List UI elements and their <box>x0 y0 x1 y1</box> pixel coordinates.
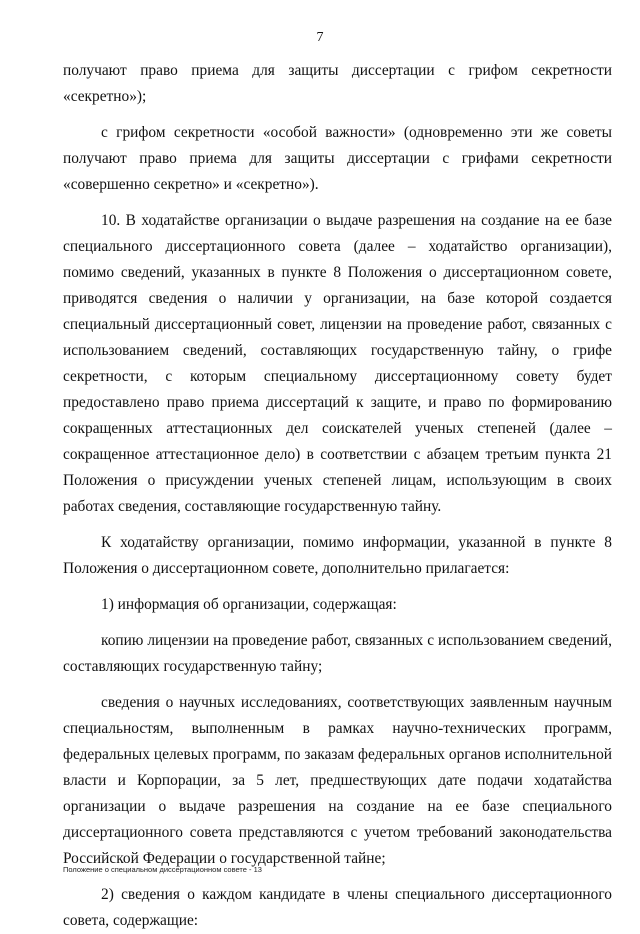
paragraph-3: 10. В ходатайстве организации о выдаче разрешения на создание на ее базе специального диссертационного совета (далее – ходатайство организации), помимо сведений, указанных в пункте 8 Положения о диссертационном совете, приводятся сведения о наличии у организации, на базе которой создается специальный диссертационный совет, лицензии на проведение работ, связанных с использованием сведений, составляющих государственную тайну, о грифе секретности, с которым специальному диссертационному совету будет предоставлено право приема диссертаций к защите, и право по формированию сокращенных аттестационных дел соискателей ученых степеней (далее – сокращенное аттестационное дело) в соответствии с абзацем третьим пункта 21 Положения о присуждении ученых степеней лицам, использующим в своих работах сведения, составляющие государственную тайну. <box>63 212 612 515</box>
paragraph-4: К ходатайству организации, помимо информации, указанной в пункте 8 Положения о диссертационном совете, дополнительно прилагается: <box>63 534 612 577</box>
paragraph-6: копию лицензии на проведение работ, связанных с использованием сведений, составляющих государственную тайну; <box>63 632 612 675</box>
paragraph-5: 1) информация об организации, содержащая: <box>101 596 397 613</box>
paragraph-1: получают право приема для защиты диссертации с грифом секретности «секретно»); <box>63 62 612 105</box>
paragraph-8: 2) сведения о каждом кандидате в члены специального диссертационного совета, содержащие: <box>63 886 612 929</box>
paragraph-7: сведения о научных исследованиях, соответствующих заявленным научным специальностям, выполненным в рамках научно-технических программ, федеральных целевых программ, по заказам федеральных органов исполнительной власти и Корпорации, за 5 лет, предшествующих дате подачи ходатайства организации о выдаче разрешения на создание на ее базе специального диссертационного совета представляются с учетом требований законодательства Российской Федерации о государственной тайне; <box>63 694 612 867</box>
paragraph-2: с грифом секретности «особой важности» (одновременно эти же советы получают право приема для защиты диссертации с грифами секретности «совершенно секретно» и «секретно»). <box>63 124 612 193</box>
document-body <box>63 58 612 934</box>
page-footer: Положение о специальном диссертационном совете - 13 <box>63 865 262 874</box>
page-number: 7 <box>316 30 324 45</box>
